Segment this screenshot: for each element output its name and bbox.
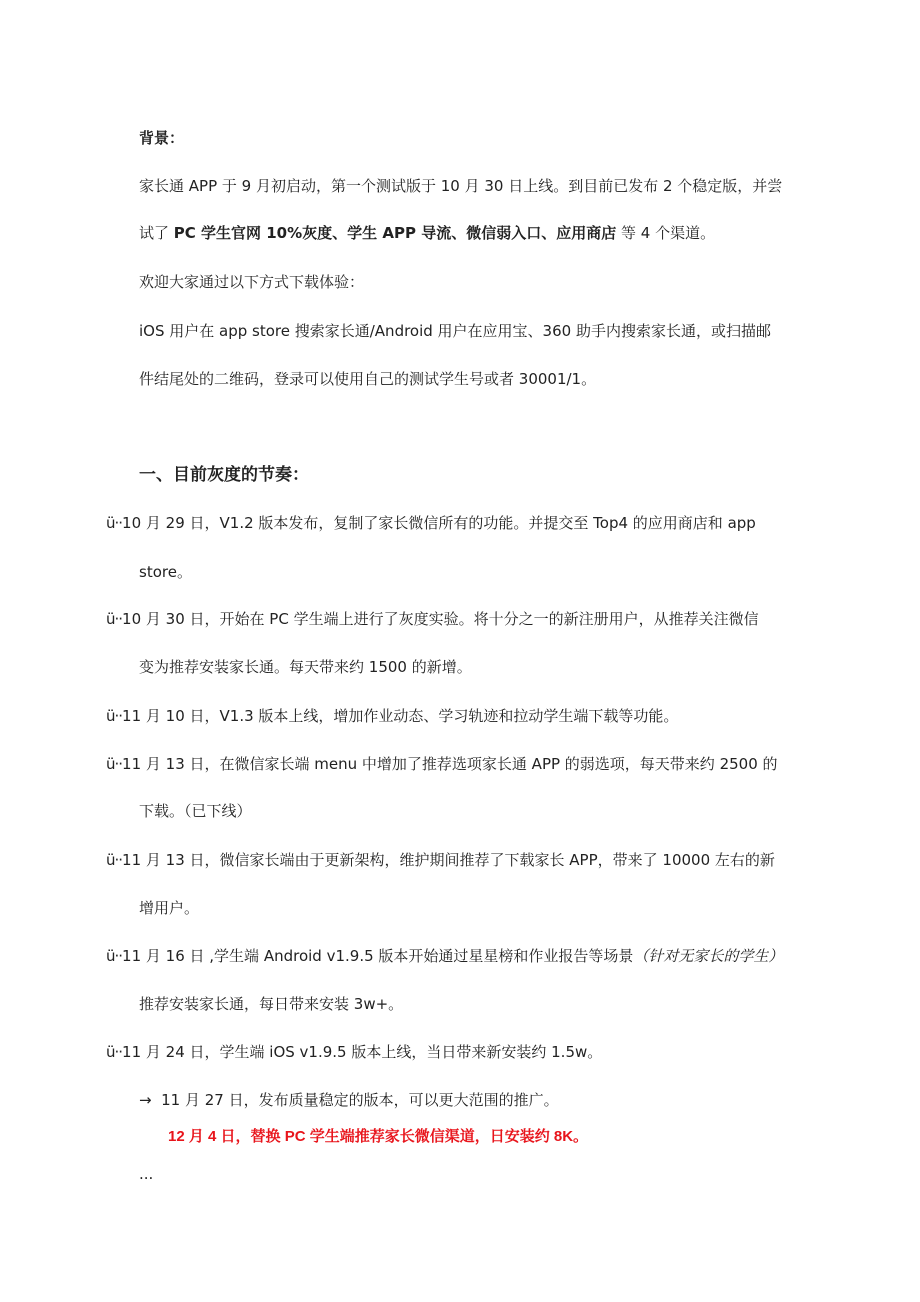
bullet-marker: ü·· <box>106 610 123 628</box>
background-heading: 背景： <box>139 129 185 147</box>
list-item-continuation: 下载。（已下线） <box>139 802 252 820</box>
para1-line2-prefix: 试了 <box>139 224 170 242</box>
list-item-text: 11 月 13 日，在微信家长端 menu 中增加了推荐选项家长通 APP 的弱选项，每天带来约 2500 的 <box>122 755 778 773</box>
list-item <box>106 512 756 534</box>
bullet-marker: ü·· <box>106 851 123 869</box>
list-item-text: 11 月 13 日，微信家长端由于更新架构，维护期间推荐了下载家长 APP，带来了 10000 左右的新 <box>122 851 775 869</box>
list-item-text: 10 月 30 日，开始在 PC 学生端上进行了灰度实验。将十分之一的新注册用户，从推荐关注微信 <box>122 610 759 628</box>
list-item-text: 11 月 10 日，V1.3 版本上线，增加作业动态、学习轨迹和拉动学生端下载等功能。 <box>122 707 679 725</box>
para1-line2-suffix: 等 4 个渠道。 <box>620 224 716 242</box>
arrow-list-item <box>139 1089 559 1111</box>
bullet-marker: ü·· <box>106 1043 123 1061</box>
background-para2-line2: 件结尾处的二维码，登录可以使用自己的测试学生号或者 30001/1。 <box>139 370 597 388</box>
list-item-continuation: 推荐安装家长通，每日带来安装 3w+。 <box>139 995 404 1013</box>
list-item-text: 11 月 16 日 ,学生端 Android v1.9.5 版本开始通过星星榜和作业报告等场景 <box>122 947 634 965</box>
bullet-marker: ü·· <box>106 947 123 965</box>
bullet-marker: ü·· <box>106 707 123 725</box>
background-para2-line1: iOS 用户在 app store 搜索家长通/Android 用户在应用宝、360 助手内搜索家长通，或扫描邮 <box>139 322 771 340</box>
welcome-text: 欢迎大家通过以下方式下载体验： <box>139 273 365 291</box>
list-item <box>106 608 759 630</box>
channels-bold-text: PC 学生官网 10%灰度、学生 APP 导流、微信弱入口、应用商店 <box>173 224 617 242</box>
background-para1-line2 <box>139 222 715 244</box>
background-para1-line1: 家长通 APP 于 9 月初启动，第一个测试版于 10 月 30 日上线。到目前已发布 2 个稳定版，并尝 <box>139 177 783 195</box>
highlight-note: 12 月 4 日，替换 PC 学生端推荐家长微信渠道，日安装约 8K。 <box>168 1128 589 1145</box>
arrow-item-text: 11 月 27 日，发布质量稳定的版本，可以更大范围的推广。 <box>161 1091 559 1109</box>
ellipsis: ... <box>139 1165 154 1183</box>
list-item <box>106 753 778 775</box>
list-item-continuation: 增用户。 <box>139 899 200 917</box>
list-item <box>106 1041 602 1063</box>
section1-heading: 一、目前灰度的节奏： <box>139 465 309 485</box>
list-item-text: 11 月 24 日，学生端 iOS v1.9.5 版本上线，当日带来新安装约 1.5w。 <box>122 1043 603 1061</box>
bullet-marker: ü·· <box>106 514 123 532</box>
list-item-text: 10 月 29 日，V1.2 版本发布，复制了家长微信所有的功能。并提交至 Top4 的应用商店和 app <box>122 514 756 532</box>
bullet-marker: ü·· <box>106 755 123 773</box>
arrow-right-icon: → <box>139 1091 152 1109</box>
list-item-continuation: 变为推荐安装家长通。每天带来约 1500 的新增。 <box>139 658 472 676</box>
list-item <box>106 945 783 967</box>
list-item <box>106 705 678 727</box>
list-item-continuation: store。 <box>139 563 192 581</box>
list-item-italic-note: （针对无家长的学生） <box>633 947 784 965</box>
list-item <box>106 849 775 871</box>
